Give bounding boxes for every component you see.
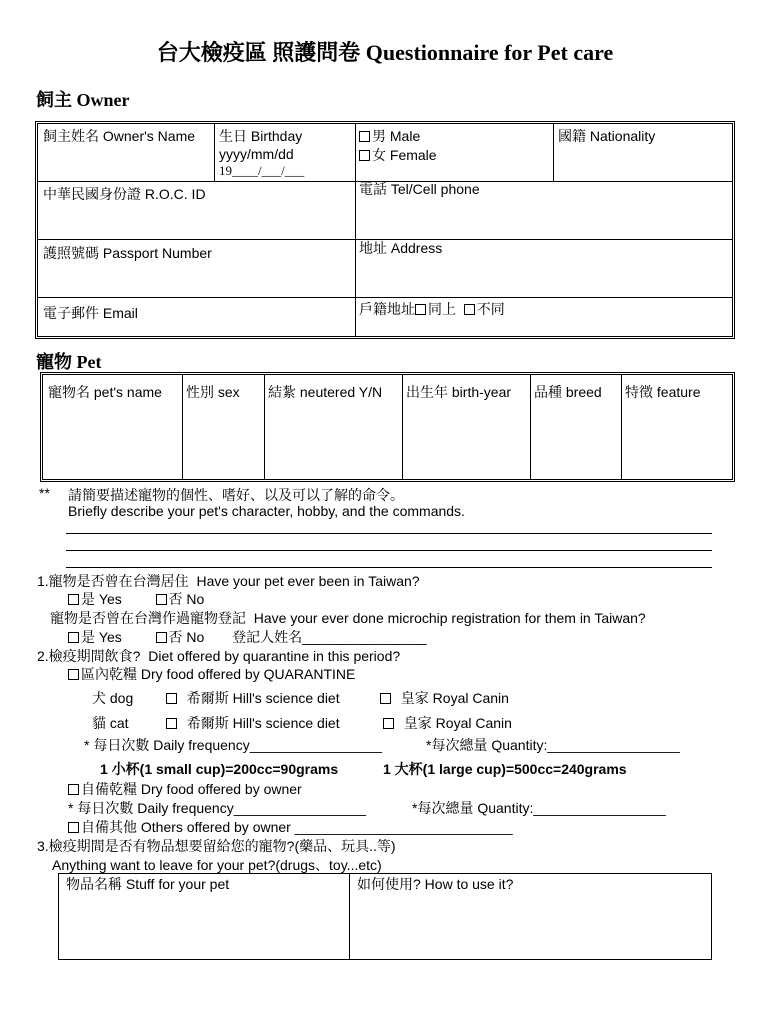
email-label: 電子郵件 Email [43,305,138,321]
page-title: 台大檢疫區 照護問卷 Questionnaire for Pet care [156,40,614,65]
q1-sub-question [50,608,646,628]
q1-en: Have your pet ever been in Taiwan? [196,573,420,589]
male-label: 男 Male [372,128,421,144]
female-option[interactable] [359,146,437,164]
q1-sub-yes-label: 是 Yes [81,629,122,645]
q2-cat-royal-option[interactable] [383,713,512,733]
q2-dog-label: 犬 dog [92,690,134,706]
q1-no-checkbox[interactable] [156,594,167,605]
household-label: 戶籍地址 [359,301,415,317]
registrant-name-field[interactable]: 登記人姓名________________ [232,629,427,645]
male-option[interactable] [359,127,420,145]
different-checkbox[interactable] [464,304,475,315]
q1-sub-yes-checkbox[interactable] [68,632,79,643]
small-cup-note: 1 小杯(1 small cup)=200cc=90grams [100,761,339,777]
pet-col-breed: 品種 breed [534,384,602,400]
q1-sub-no-checkbox[interactable] [156,632,167,643]
roc-id-label: 中華民國身份證 R.O.C. ID [43,186,206,202]
howto-label: 如何使用? How to use it? [357,876,514,892]
q2-daily-frequency-2[interactable]: * 每日次數 Daily frequency_________________ [68,800,367,816]
owner-name-label: 飼主姓名 Owner's Name [43,128,196,144]
q2-zh: 2.檢疫期間飲食? [37,648,141,664]
birthday-format: yyyy/mm/dd [219,146,294,162]
q2-cat-royal-label: 皇家 Royal Canin [403,715,512,731]
q2-others-option[interactable] [68,817,513,837]
phone-label: 電話 Tel/Cell phone [359,181,480,197]
q2-own-dry-option[interactable] [68,779,302,799]
q2-dog-royal-label: 皇家 Royal Canin [400,690,509,706]
q3-question-en: Anything want to leave for your pet?(drugs、toy...etc) [52,857,382,873]
describe-answer-line-3[interactable] [66,567,712,568]
female-checkbox[interactable] [359,150,370,161]
q2-dog-hills-label: 希爾斯 Hill's science diet [186,690,340,706]
q2-dry-food-label: 區內乾糧 Dry food offered by QUARANTINE [81,666,356,682]
q1-yes-label: 是 Yes [81,591,122,607]
q2-own-dry-checkbox[interactable] [68,784,79,795]
q2-dog-royal-option[interactable] [380,688,509,708]
q2-quantity-2[interactable]: *每次總量 Quantity:_________________ [412,800,666,816]
q1-answers [68,589,204,609]
describe-en: Briefly describe your pet's character, hobby, and the commands. [68,503,465,519]
birthday-label: 生日 Birthday [219,128,303,144]
large-cup-note: 1 大杯(1 large cup)=500cc=240grams [383,761,627,777]
q2-dog-hills-checkbox[interactable] [166,693,177,704]
female-label: 女 Female [372,147,437,163]
describe-answer-line-2[interactable] [66,550,712,551]
pet-col-birth-year: 出生年 birth-year [406,384,512,400]
q2-question [37,646,400,666]
pet-col-name: 寵物名 pet's name [48,384,162,400]
q1-question [37,571,420,591]
pet-col-feature: 特徵 feature [625,384,701,400]
birthday-blank: 19____/___/___ [219,163,305,178]
pet-col-sex: 性別 sex [186,384,240,400]
q2-dry-food-checkbox[interactable] [68,669,79,680]
q2-quantity[interactable]: *每次總量 Quantity:_________________ [426,737,680,753]
describe-marker: ** [39,485,50,501]
q2-others-label: 自備其他 Others offered by owner ____________________________ [81,819,513,835]
q1-sub-en: Have your ever done microchip registration for them in Taiwan? [253,610,646,626]
describe-zh: 請簡要描述寵物的個性、嗜好、以及可以了解的命令。 [68,487,404,503]
q2-cat-hills-checkbox[interactable] [166,718,177,729]
q1-sub-zh: 寵物是否曾在台灣作過寵物登記 [50,610,246,626]
q2-cat-royal-checkbox[interactable] [383,718,394,729]
owner-heading: 飼主 Owner [36,90,130,110]
different-label: 不同 [476,301,505,317]
same-checkbox[interactable] [415,304,426,315]
nationality-label: 國籍 Nationality [558,128,656,144]
q2-daily-frequency[interactable]: * 每日次數 Daily frequency_________________ [84,737,383,753]
q2-cat-hills-option[interactable] [166,713,340,733]
pet-col-neutered: 結紮 neutered Y/N [268,384,383,400]
male-checkbox[interactable] [359,131,370,142]
q2-dog-royal-checkbox[interactable] [380,693,391,704]
q2-own-dry-label: 自備乾糧 Dry food offered by owner [81,781,302,797]
q1-no-label: 否 No [168,591,205,607]
q2-cat-label: 貓 cat [92,715,129,731]
q1-sub-no-label: 否 No [168,629,205,645]
household-address [359,300,505,318]
q2-cat-hills-label: 希爾斯 Hill's science diet [186,715,340,731]
describe-answer-line-1[interactable] [66,533,712,534]
q2-dry-food-option[interactable] [68,664,355,684]
q2-en: Diet offered by quarantine in this period? [148,648,401,664]
q3-question: 3.檢疫期間是否有物品想要留給您的寵物?(藥品、玩具..等) [37,838,396,854]
passport-label: 護照號碼 Passport Number [43,245,212,261]
pet-heading: 寵物 Pet [36,352,102,372]
same-label: 同上 [428,301,456,317]
q1-sub-answers [68,627,427,647]
q1-zh: 1.寵物是否曾在台灣居住 [37,573,189,589]
address-label: 地址 Address [359,240,443,256]
q2-dog-hills-option[interactable] [166,688,340,708]
q2-others-checkbox[interactable] [68,822,79,833]
stuff-label: 物品名稱 Stuff for your pet [66,876,230,892]
q1-yes-checkbox[interactable] [68,594,79,605]
